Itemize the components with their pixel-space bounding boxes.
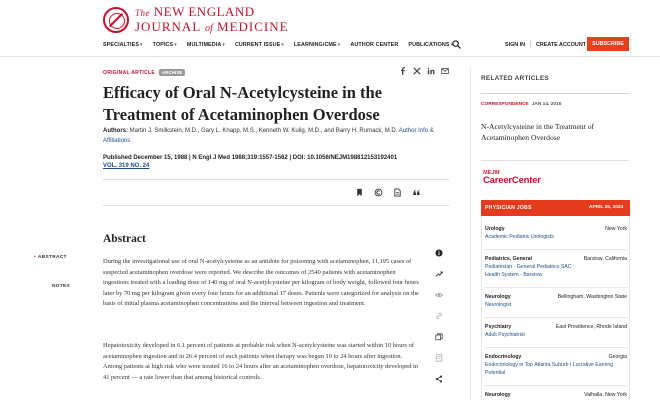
chevron-down-icon: ▾ xyxy=(140,42,143,48)
physician-jobs-title: PHYSICIAN JOBS xyxy=(485,205,532,211)
citation-icon[interactable] xyxy=(374,188,383,197)
nejm-seal-icon xyxy=(103,7,129,33)
quote-icon[interactable] xyxy=(412,188,421,197)
abstract-heading: Abstract xyxy=(103,233,146,245)
job-divider xyxy=(485,287,627,288)
article-tools xyxy=(355,188,421,197)
info-button[interactable] xyxy=(430,245,448,260)
chevron-down-icon: ▾ xyxy=(222,42,225,48)
tools-divider xyxy=(103,205,449,206)
chevron-down-icon: ▾ xyxy=(281,42,284,48)
logo-journal: JOURNAL xyxy=(135,19,201,34)
article-title: Efficacy of Oral N-Acetylcysteine in the Treatment of Acetaminophen Overdose xyxy=(103,83,383,124)
metrics-button[interactable] xyxy=(430,266,448,281)
authors-label: Authors: xyxy=(103,128,128,134)
related-articles-heading: RELATED ARTICLES xyxy=(481,75,549,82)
nav-current-issue[interactable]: CURRENT ISSUE▾ xyxy=(234,42,284,48)
article-divider xyxy=(103,179,449,180)
toc-notes[interactable]: NOTES xyxy=(52,284,71,289)
chevron-down-icon: ▾ xyxy=(337,42,341,48)
related-divider xyxy=(481,93,629,94)
floating-toolbar xyxy=(430,245,448,386)
job-location: New York xyxy=(605,226,627,232)
pdf-icon[interactable] xyxy=(393,188,402,197)
job-divider xyxy=(485,317,627,318)
share-icon xyxy=(435,375,443,383)
link-button[interactable] xyxy=(430,308,448,323)
nav-learning-cme[interactable]: LEARNING/CME▾ xyxy=(293,42,341,48)
job-specialty: Pediatrics, General xyxy=(485,256,532,262)
logo-the: The xyxy=(135,8,150,18)
article-type-row xyxy=(103,69,185,76)
job-divider xyxy=(485,385,627,386)
job-listing[interactable] xyxy=(485,392,627,400)
related-meta xyxy=(481,102,561,107)
references-button[interactable] xyxy=(430,350,448,365)
figures-icon xyxy=(435,333,443,341)
author-list[interactable]: Martin J. Smilkstein, M.D., Gary L. Knapp, M.S., Kenneth W. Kulig, M.D., and Barry H. Rumack, M.D. xyxy=(129,128,398,134)
info-icon xyxy=(435,249,443,257)
header-separator: | xyxy=(530,41,532,47)
archive-badge: ARCHIVE xyxy=(159,69,185,76)
job-title-link[interactable]: Neurologist xyxy=(485,302,512,308)
job-divider xyxy=(485,249,627,250)
header-divider xyxy=(0,56,660,57)
x-twitter-icon[interactable] xyxy=(413,67,421,75)
nav-specialties[interactable]: SPECIALTIES▾ xyxy=(103,42,143,48)
nav-multimedia[interactable]: MULTIMEDIA▾ xyxy=(186,42,225,48)
nejm-logo[interactable] xyxy=(103,5,289,35)
job-specialty: Endocrinology xyxy=(485,354,522,360)
abstract-paragraph-1: During the investigational use of oral N-acetylcysteine as an antidote for poisoning with acetaminophen, 11,195 cases of suspected acetaminophen overdose were reported. We describe the outcomes of 2540 patients with acetaminophen ingestions treated with a loading dose of 140 mg of oral N-acetylcysteine per kilogram of body weight, followed four hours later by 70 mg per kilogram given every four hours for an additional 17 doses. Patients were categorized for analysis on the basis of initial plasma acetaminophen concentrations and the interval between ingestion and treatment. xyxy=(103,258,419,308)
bookmark-icon[interactable] xyxy=(355,188,364,197)
logo-medicine: MEDICINE xyxy=(217,19,289,34)
logo-of: of xyxy=(205,23,213,34)
job-location: Georgia xyxy=(608,354,627,360)
share-button[interactable] xyxy=(430,371,448,386)
article-type[interactable]: ORIGINAL ARTICLE xyxy=(103,69,156,76)
nav-topics[interactable]: TOPICS▾ xyxy=(152,42,177,48)
job-title-link[interactable]: Adult Psychiatrist xyxy=(485,332,525,338)
create-account-link[interactable]: CREATE ACCOUNT xyxy=(536,42,587,48)
right-column-divider xyxy=(470,68,471,400)
related-date: JAN 14, 2016 xyxy=(531,102,562,107)
link-icon xyxy=(435,312,443,320)
authors-block xyxy=(103,126,453,146)
career-nejm: NEJM xyxy=(483,170,500,176)
job-listing[interactable] xyxy=(485,256,627,284)
chevron-down-icon: ▾ xyxy=(450,42,454,48)
career-center-logo[interactable] xyxy=(483,170,541,186)
nav-author-center[interactable]: AUTHOR CENTER xyxy=(350,42,399,48)
job-divider xyxy=(485,347,627,348)
trend-icon xyxy=(435,270,443,278)
job-title-link[interactable]: Endocrinology in Top Atlanta Suburb | Lucrative Earning Potential xyxy=(485,362,614,376)
volume-link[interactable]: VOL. 319 NO. 24 xyxy=(103,163,150,169)
career-name: CareerCenter xyxy=(483,175,541,186)
active-bullet-icon: • xyxy=(34,255,36,260)
job-title-link[interactable]: Pediatrician - General Pediatrics SAC Health System - Barstow xyxy=(485,264,572,278)
abstract-paragraph-2: Hepatotoxicity developed in 6.1 percent of patients at probable risk when N-acetylcysteine was started within 10 hours of acetaminophen ingestion and in 26.4 percent of such patients when therapy was begun 10 to 24 hours after ingestion. Among patients at high risk who were treated 16 to 24 hours after an acetaminophen overdose, hepatotoxicity developed in 41 percent — a rate lower than that among historical controls. xyxy=(103,342,419,381)
eye-icon xyxy=(435,291,443,299)
job-specialty: Neurology xyxy=(485,392,511,398)
job-listing[interactable] xyxy=(485,226,627,246)
job-location: Barstow, California xyxy=(583,256,627,262)
job-listing[interactable] xyxy=(485,324,627,344)
job-listing[interactable] xyxy=(485,294,627,314)
sign-in-link[interactable]: SIGN IN xyxy=(505,42,526,48)
share-bar xyxy=(399,67,449,75)
job-specialty: Urology xyxy=(485,226,505,232)
job-location: Valhalla, New York xyxy=(584,392,627,398)
subscribe-button[interactable]: SUBSCRIBE xyxy=(587,37,629,51)
main-nav xyxy=(103,42,463,48)
related-divider-2 xyxy=(481,160,629,161)
references-icon xyxy=(435,354,443,362)
job-listing[interactable] xyxy=(485,354,627,382)
related-article-link[interactable]: N-Acetylcysteine in the Treatment of Acetaminophen Overdose xyxy=(481,122,595,142)
toc-abstract[interactable]: • ABSTRACT xyxy=(34,255,67,260)
facebook-icon[interactable] xyxy=(399,67,407,75)
related-type: CORRESPONDENCE xyxy=(481,102,529,107)
physician-jobs-date: APRIL 26, 2024 xyxy=(589,205,624,210)
linkedin-icon[interactable] xyxy=(427,67,435,75)
figures-button[interactable] xyxy=(430,329,448,344)
job-location: East Providence, Rhode Island xyxy=(555,324,627,330)
nav-publications[interactable]: PUBLICATIONS▾ xyxy=(408,42,454,48)
search-icon[interactable] xyxy=(452,40,461,49)
author-info-link[interactable]: Author Info & Affiliations xyxy=(103,128,434,144)
chevron-down-icon: ▾ xyxy=(174,42,177,48)
job-title-link[interactable]: Academic Pediatric Urologists xyxy=(485,234,554,240)
publication-info: Published December 15, 1988 | N Engl J Med 1988;319:1557-1562 | DOI: 10.1056/NEJM198812153192401 xyxy=(103,155,398,161)
job-specialty: Neurology xyxy=(485,294,511,300)
email-icon[interactable] xyxy=(441,67,449,75)
logo-name: NEW ENGLAND xyxy=(153,4,255,19)
view-button[interactable] xyxy=(430,287,448,302)
job-specialty: Psychiatry xyxy=(485,324,512,330)
job-location: Bellingham, Washington State xyxy=(557,294,627,300)
